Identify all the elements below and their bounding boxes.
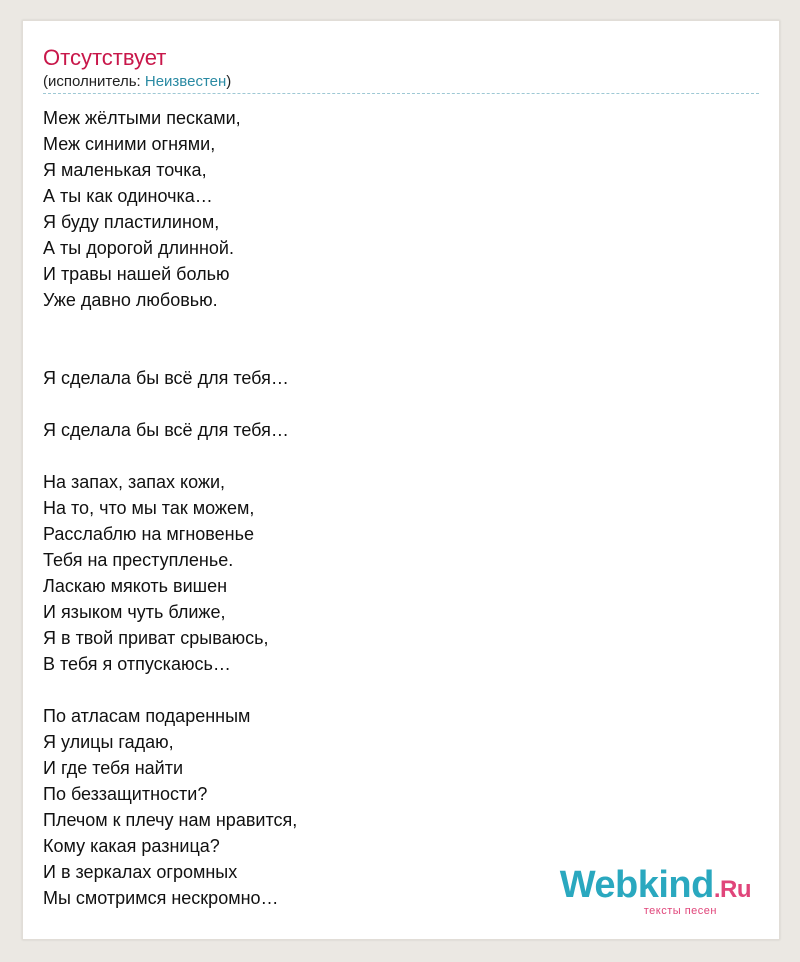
lyric-line: По беззащитности? [43, 784, 208, 804]
artist-link[interactable]: Неизвестен [144, 73, 227, 90]
lyric-line: Я буду пластилином, [43, 212, 220, 232]
lyric-line: Кому какая разница? [43, 836, 220, 856]
artist-line [43, 73, 231, 91]
lyric-line: Я сделала бы всё для тебя… [43, 368, 289, 388]
lyrics-card [22, 20, 780, 940]
stanza-gap [43, 677, 297, 703]
stanza-gap [43, 391, 297, 417]
lyric-line: В тебя я отпускаюсь… [43, 654, 231, 674]
webkind-logo[interactable] [560, 866, 751, 917]
lyric-line: На запах, запах кожи, [43, 472, 226, 492]
artist-suffix: ) [226, 73, 232, 90]
stanza-gap [43, 313, 297, 339]
lyrics-text [43, 105, 297, 911]
lyric-line: И в зеркалах огромных [43, 862, 238, 882]
title-divider [43, 93, 759, 94]
logo-brand: Webkind [559, 864, 714, 906]
logo-wordmark [560, 866, 751, 909]
lyric-line: Плечом к плечу нам нравится, [43, 810, 298, 830]
lyric-line: И языком чуть ближе, [43, 602, 226, 622]
lyric-line: Меж жёлтыми песками, [43, 108, 241, 128]
lyric-line: И где тебя найти [43, 758, 184, 778]
lyric-line: Уже давно любовью. [43, 290, 218, 310]
lyric-line: Я в твой приват срываюсь, [43, 628, 269, 648]
stanza-gap [43, 443, 297, 469]
lyric-line: Ласкаю мякоть вишен [43, 576, 228, 596]
artist-prefix: (исполнитель: [43, 73, 145, 90]
lyric-line: Тебя на преступленье. [43, 550, 234, 570]
stanza-gap [43, 339, 297, 365]
lyric-line: Меж синими огнями, [43, 134, 216, 154]
lyric-line: Расслаблю на мгновенье [43, 524, 254, 544]
logo-tagline: тексты песен [643, 905, 717, 917]
lyric-line: И травы нашей болью [43, 264, 230, 284]
lyric-line: Я маленькая точка, [43, 160, 207, 180]
lyric-line: На то, что мы так можем, [43, 498, 255, 518]
lyric-line: А ты дорогой длинной. [43, 238, 234, 258]
lyric-line: А ты как одиночка… [43, 186, 213, 206]
lyric-line: Мы смотримся нескромно… [43, 888, 279, 908]
lyric-line: Я улицы гадаю, [43, 732, 174, 752]
lyric-line: По атласам подаренным [43, 706, 251, 726]
lyric-line: Я сделала бы всё для тебя… [43, 420, 289, 440]
song-title: Отсутствует [43, 45, 167, 70]
logo-tld: .Ru [713, 876, 751, 903]
